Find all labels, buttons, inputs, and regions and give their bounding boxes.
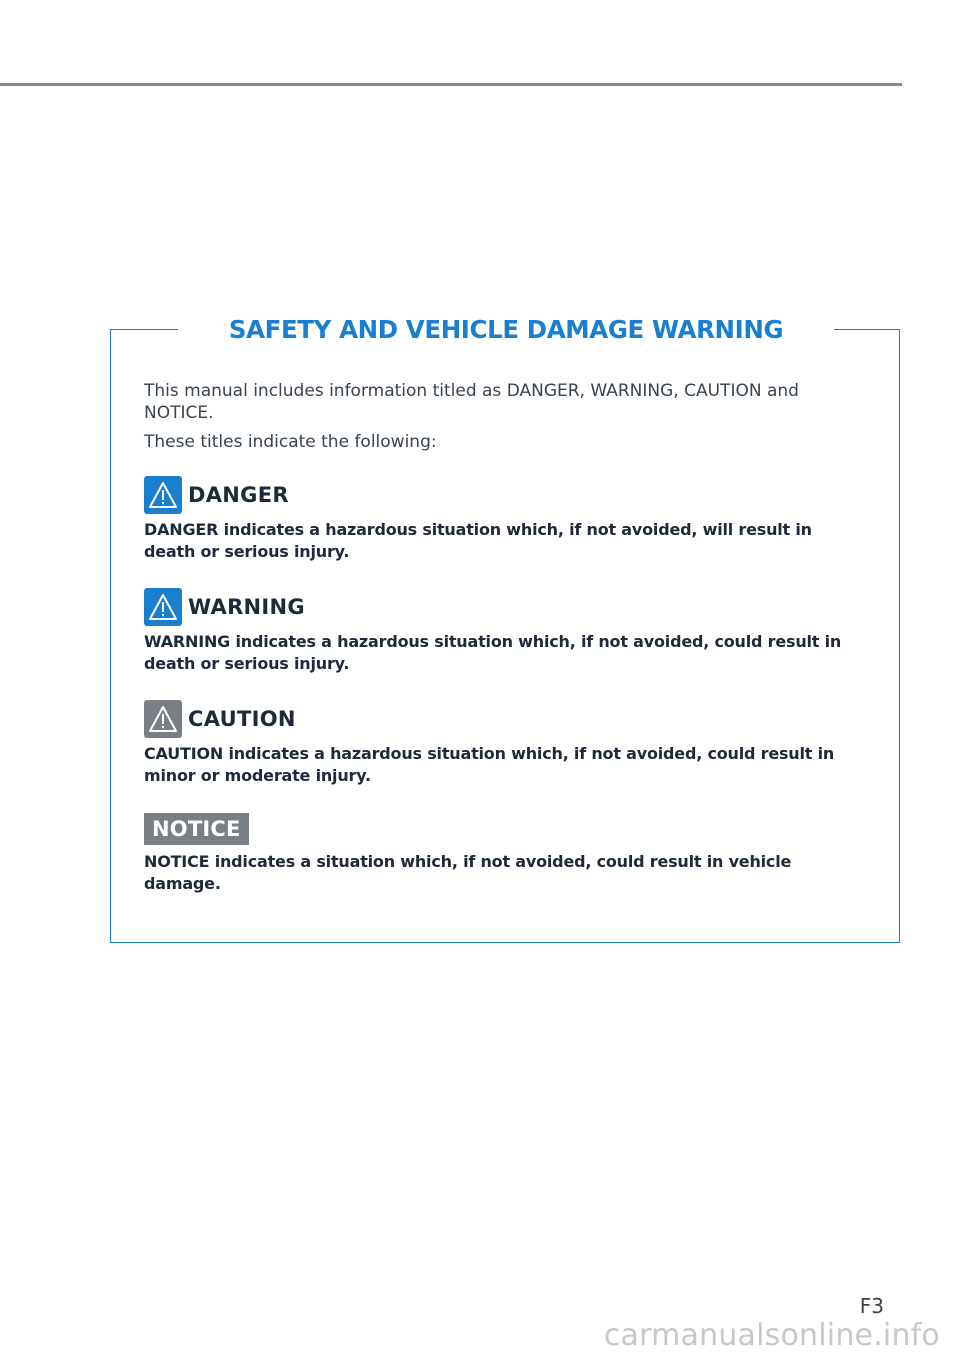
danger-section — [144, 475, 864, 563]
section-title: SAFETY AND VEHICLE DAMAGE WARNING — [178, 310, 834, 350]
warning-triangle-icon — [144, 700, 182, 738]
page-number: F3 — [859, 1294, 884, 1318]
safety-warning-content — [144, 380, 864, 895]
watermark: carmanualsonline.info — [603, 1318, 940, 1353]
danger-title: DANGER — [188, 483, 289, 507]
danger-heading — [144, 475, 864, 515]
warning-triangle-icon — [144, 588, 182, 626]
caution-title: CAUTION — [188, 707, 296, 731]
header-rule — [0, 83, 902, 86]
warning-section — [144, 587, 864, 675]
danger-description: DANGER indicates a hazardous situation which, if not avoided, will result in death or serious injury. — [144, 520, 812, 561]
intro-paragraph: These titles indicate the following: — [144, 432, 437, 452]
warning-heading — [144, 587, 864, 627]
intro-paragraph: This manual includes information titled as DANGER, WARNING, CAUTION and NOTICE. — [144, 381, 799, 423]
caution-section — [144, 699, 864, 787]
warning-description: WARNING indicates a hazardous situation which, if not avoided, could result in death or serious injury. — [144, 632, 842, 673]
caution-heading — [144, 699, 864, 739]
notice-description: NOTICE indicates a situation which, if not avoided, could result in vehicle damage. — [144, 852, 792, 893]
warning-triangle-icon — [144, 476, 182, 514]
notice-badge: NOTICE — [144, 813, 249, 845]
notice-section — [144, 813, 864, 895]
warning-title: WARNING — [188, 595, 305, 619]
caution-description: CAUTION indicates a hazardous situation which, if not avoided, could result in minor or moderate injury. — [144, 744, 835, 785]
